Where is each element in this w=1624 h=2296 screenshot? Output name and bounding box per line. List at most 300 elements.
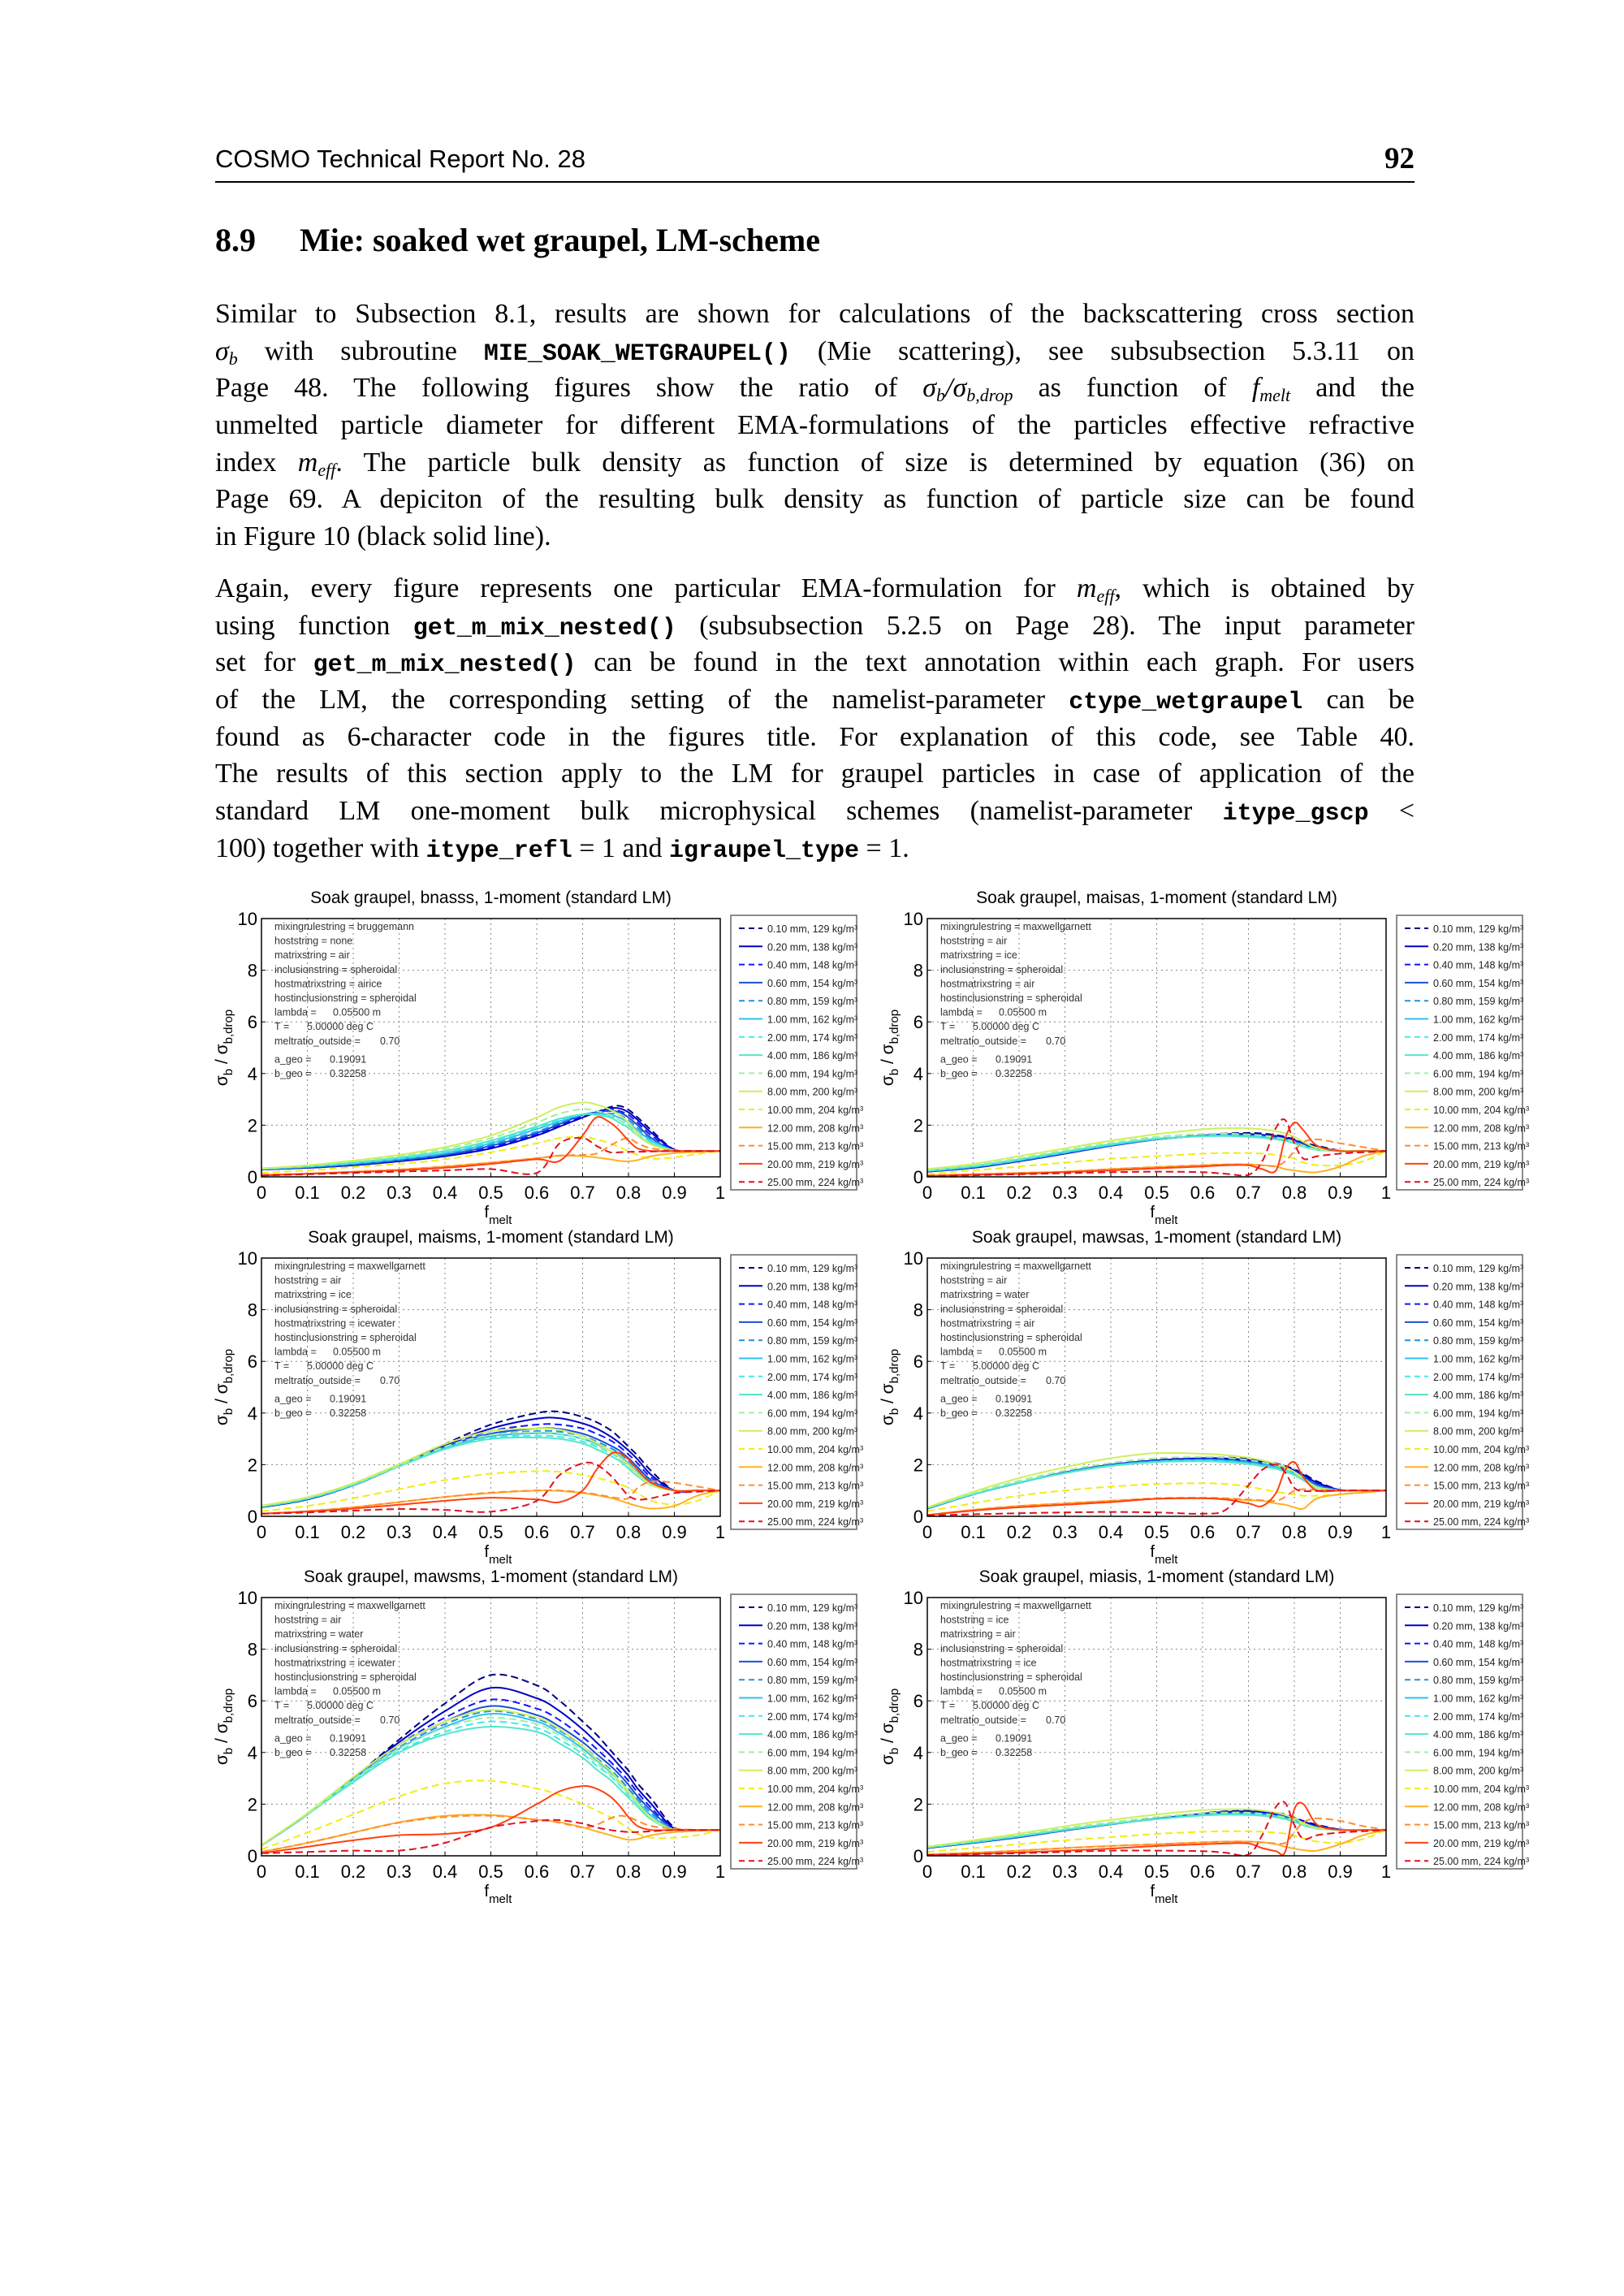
legend-label: 15.00 mm, 213 kg/m³ xyxy=(1433,1819,1530,1831)
legend-label: 2.00 mm, 174 kg/m³ xyxy=(1433,1031,1524,1044)
y-tick-label: 6 xyxy=(913,1351,923,1373)
x-tick-label: 0.9 xyxy=(662,1522,687,1542)
x-tick-label: 0 xyxy=(922,1183,933,1203)
section-number: 8.9 xyxy=(215,222,256,258)
text-run: index xyxy=(215,447,298,478)
annotation-param-label: T = xyxy=(940,1360,956,1373)
annotation-param-value: 0.19091 xyxy=(330,1053,367,1066)
x-tick-label: 0.7 xyxy=(570,1522,595,1542)
text-run: with subroutine xyxy=(237,335,484,366)
legend-label: 8.00 mm, 200 kg/m³ xyxy=(767,1425,858,1438)
annotation-line: mixingrulestring = maxwellgarnett xyxy=(274,1260,425,1272)
chart-svg xyxy=(213,1563,887,1912)
y-tick-label: 6 xyxy=(913,1012,923,1033)
x-tick-label: 0.3 xyxy=(387,1861,412,1882)
legend-label: 0.60 mm, 154 kg/m³ xyxy=(767,1656,858,1668)
legend-label: 8.00 mm, 200 kg/m³ xyxy=(1433,1425,1524,1438)
legend-label: 12.00 mm, 208 kg/m³ xyxy=(767,1462,864,1474)
annotation-param-label: lambda = xyxy=(274,1685,317,1697)
annotation-line: hoststring = ice xyxy=(940,1614,1009,1626)
legend-label: 25.00 mm, 224 kg/m³ xyxy=(1433,1856,1530,1868)
y-tick-label: 8 xyxy=(913,960,923,981)
y-tick-label: 8 xyxy=(247,960,257,981)
x-tick-label: 0.2 xyxy=(340,1861,366,1882)
legend-label: 15.00 mm, 213 kg/m³ xyxy=(767,1480,864,1492)
x-tick-label: 0 xyxy=(256,1183,267,1203)
annotation-param-label: a_geo = xyxy=(940,1393,978,1405)
annotation-param-label: a_geo = xyxy=(940,1053,978,1066)
x-tick-label: 0.8 xyxy=(615,1522,641,1542)
legend-label: 2.00 mm, 174 kg/m³ xyxy=(767,1031,858,1044)
legend-label: 0.10 mm, 129 kg/m³ xyxy=(767,923,858,935)
running-header-title: COSMO Technical Report No. 28 xyxy=(215,145,586,173)
y-axis-label-text: / σ xyxy=(879,1383,897,1408)
legend-label: 4.00 mm, 186 kg/m³ xyxy=(1433,1390,1524,1402)
legend-label: 2.00 mm, 174 kg/m³ xyxy=(1433,1371,1524,1383)
legend-label: 0.40 mm, 148 kg/m³ xyxy=(767,1299,858,1311)
x-tick-label: 0.7 xyxy=(570,1183,595,1203)
x-axis-label-subscript: melt xyxy=(489,1892,512,1906)
annotation-param-label: meltratio_outside = xyxy=(274,1714,361,1726)
annotation-line: hostinclusionstring = spheroidal xyxy=(274,992,417,1004)
text-line xyxy=(215,755,1415,793)
annotation-param-value: 0.70 xyxy=(1046,1374,1066,1386)
legend-label: 2.00 mm, 174 kg/m³ xyxy=(1433,1710,1524,1723)
x-tick-label: 0.5 xyxy=(478,1861,503,1882)
chart-svg xyxy=(879,1563,1553,1912)
legend-label: 0.20 mm, 138 kg/m³ xyxy=(767,1281,858,1293)
annotation-line: hoststring = air xyxy=(940,1274,1008,1286)
y-tick-label: 0 xyxy=(247,1846,257,1866)
code-identifier: MIE_SOAK_WETGRAUPEL() xyxy=(483,339,791,368)
math-symbol: $f_{melt}$ xyxy=(1251,373,1291,406)
annotation-param-value: 0.32258 xyxy=(330,1407,367,1419)
annotation-param-value: 0.05500 m xyxy=(999,1006,1047,1018)
annotation-line: matrixstring = air xyxy=(940,1628,1016,1641)
x-tick-label: 0.6 xyxy=(524,1861,550,1882)
header-rule xyxy=(215,181,1415,183)
text-run: can be xyxy=(1302,685,1415,716)
x-axis-label-subscript: melt xyxy=(1155,1213,1178,1227)
annotation-line: hostmatrixstring = air xyxy=(940,1317,1035,1330)
legend-label: 1.00 mm, 162 kg/m³ xyxy=(767,1353,858,1365)
y-tick-label: 0 xyxy=(913,1167,923,1187)
legend-label: 0.40 mm, 148 kg/m³ xyxy=(767,959,858,971)
x-tick-label: 0.5 xyxy=(1144,1861,1169,1882)
legend-label: 0.20 mm, 138 kg/m³ xyxy=(767,1620,858,1632)
annotation-param-value: 0.70 xyxy=(380,1374,400,1386)
annotation-line: hoststring = air xyxy=(274,1274,342,1286)
x-tick-label: 0.3 xyxy=(387,1522,412,1542)
legend-label: 6.00 mm, 194 kg/m³ xyxy=(1433,1747,1524,1759)
y-axis-label xyxy=(213,1349,235,1425)
legend-label: 4.00 mm, 186 kg/m³ xyxy=(767,1390,858,1402)
y-tick-label: 4 xyxy=(913,1063,923,1084)
chart-title: Soak graupel, bnasss, 1-moment (standard LM) xyxy=(310,889,672,907)
legend-label: 25.00 mm, 224 kg/m³ xyxy=(1433,1516,1530,1529)
y-tick-label: 0 xyxy=(913,1846,923,1866)
text-run: < xyxy=(1368,796,1415,827)
legend-label: 0.60 mm, 154 kg/m³ xyxy=(767,1317,858,1329)
annotation-param-value: 0.70 xyxy=(380,1035,400,1047)
x-tick-label: 1 xyxy=(715,1861,726,1882)
legend-label: 20.00 mm, 219 kg/m³ xyxy=(1433,1158,1530,1170)
annotation-param-value: 0.32258 xyxy=(330,1068,367,1079)
y-axis-label-text: / σ xyxy=(213,1044,231,1069)
legend-label: 0.10 mm, 129 kg/m³ xyxy=(1433,923,1524,935)
legend-label: 1.00 mm, 162 kg/m³ xyxy=(1433,1353,1524,1365)
x-tick-label: 0.6 xyxy=(1190,1861,1216,1882)
x-tick-label: 0.8 xyxy=(615,1183,641,1203)
x-axis-label-subscript: melt xyxy=(1155,1892,1178,1906)
x-tick-label: 0.8 xyxy=(1281,1522,1307,1542)
legend-label: 15.00 mm, 213 kg/m³ xyxy=(1433,1480,1530,1492)
text-run: . The particle bulk density as function of size is determined by equation (36) on xyxy=(335,447,1415,478)
annotation-param-value: 0.70 xyxy=(1046,1714,1066,1726)
legend-label: 25.00 mm, 224 kg/m³ xyxy=(767,1856,864,1868)
annotation-line: mixingrulestring = maxwellgarnett xyxy=(940,921,1091,932)
code-identifier: igraupel_type xyxy=(668,837,860,865)
x-tick-label: 0.4 xyxy=(432,1522,458,1542)
x-tick-label: 0.1 xyxy=(295,1861,320,1882)
y-axis-label-subscript: b,drop xyxy=(222,1688,235,1723)
text-run: using function xyxy=(215,610,413,641)
legend-label: 0.40 mm, 148 kg/m³ xyxy=(1433,1299,1524,1311)
y-tick-label: 2 xyxy=(247,1794,257,1815)
x-tick-label: 0.9 xyxy=(662,1183,687,1203)
text-run: Page 48. The following figures show the ratio of xyxy=(215,373,923,404)
y-axis-label-subscript: b,drop xyxy=(888,1688,901,1723)
y-tick-label: 6 xyxy=(913,1691,923,1712)
legend-label: 12.00 mm, 208 kg/m³ xyxy=(1433,1462,1530,1474)
text-line xyxy=(215,608,1415,645)
annotation-line: inclusionstring = spheroidal xyxy=(274,963,398,975)
text-run: set for xyxy=(215,647,313,678)
legend-label: 25.00 mm, 224 kg/m³ xyxy=(767,1177,864,1189)
x-tick-label: 0.4 xyxy=(1098,1861,1124,1882)
y-tick-label: 4 xyxy=(247,1742,257,1763)
text-line xyxy=(215,644,1415,681)
annotation-param-label: b_geo = xyxy=(274,1068,312,1079)
legend-label: 10.00 mm, 204 kg/m³ xyxy=(1433,1784,1530,1795)
y-axis-label xyxy=(879,1688,901,1765)
annotation-param-value: 0.19091 xyxy=(996,1393,1033,1405)
x-tick-label: 1 xyxy=(1380,1522,1392,1542)
text-run: found as 6-character code in the figures title. For explanation of this code, see Table 40. xyxy=(215,721,1415,752)
annotation-line: matrixstring = ice xyxy=(274,1289,352,1301)
annotation-line: hostinclusionstring = spheroidal xyxy=(940,992,1082,1004)
x-tick-label: 0.5 xyxy=(478,1183,503,1203)
annotation-param-value: 0.19091 xyxy=(996,1732,1033,1745)
y-axis-label-subscript: b,drop xyxy=(888,1348,901,1384)
annotation-line: hoststring = none xyxy=(274,935,353,947)
text-line xyxy=(215,830,1415,867)
y-axis-label-text: σ xyxy=(879,1415,897,1426)
chart-panel xyxy=(879,1563,1553,1912)
annotation-param-value: 5.00000 deg C xyxy=(973,1021,1040,1033)
y-tick-label: 10 xyxy=(237,1248,257,1269)
x-tick-label: 0.2 xyxy=(1006,1861,1032,1882)
annotation-line: mixingrulestring = maxwellgarnett xyxy=(274,1600,425,1611)
annotation-param-label: meltratio_outside = xyxy=(940,1714,1026,1726)
y-tick-label: 10 xyxy=(903,1588,923,1608)
annotation-param-label: b_geo = xyxy=(940,1747,978,1758)
annotation-line: hostmatrixstring = icewater xyxy=(274,1317,396,1330)
x-tick-label: 0.4 xyxy=(432,1183,458,1203)
y-axis-label-subscript: b xyxy=(222,1068,235,1076)
x-tick-label: 0.5 xyxy=(1144,1522,1169,1542)
chart-panel xyxy=(879,884,1553,1233)
x-tick-label: 0.7 xyxy=(1236,1183,1261,1203)
annotation-line: inclusionstring = spheroidal xyxy=(274,1303,398,1315)
legend-label: 4.00 mm, 186 kg/m³ xyxy=(767,1729,858,1741)
y-tick-label: 4 xyxy=(913,1403,923,1424)
legend-label: 10.00 mm, 204 kg/m³ xyxy=(1433,1105,1530,1116)
legend-label: 0.40 mm, 148 kg/m³ xyxy=(767,1638,858,1650)
x-tick-label: 1 xyxy=(715,1522,726,1542)
x-tick-label: 0.1 xyxy=(961,1522,986,1542)
chart-panel xyxy=(213,1563,887,1912)
text-line xyxy=(215,793,1415,830)
legend-label: 6.00 mm, 194 kg/m³ xyxy=(767,1407,858,1420)
x-tick-label: 0.6 xyxy=(524,1183,550,1203)
math-symbol: $m_{eff}$ xyxy=(1076,573,1115,606)
text-line xyxy=(215,296,1415,333)
y-axis-label-text: σ xyxy=(213,1415,231,1426)
annotation-param-label: b_geo = xyxy=(274,1407,312,1419)
x-tick-label: 0.3 xyxy=(387,1183,412,1203)
legend-label: 0.60 mm, 154 kg/m³ xyxy=(1433,1656,1524,1668)
legend-label: 20.00 mm, 219 kg/m³ xyxy=(767,1498,864,1510)
y-axis-label-text: σ xyxy=(213,1075,231,1087)
legend-label: 0.80 mm, 159 kg/m³ xyxy=(767,1675,858,1687)
legend-label: 4.00 mm, 186 kg/m³ xyxy=(767,1050,858,1062)
y-axis-label xyxy=(213,1010,235,1086)
legend-label: 0.10 mm, 129 kg/m³ xyxy=(1433,1263,1524,1274)
x-tick-label: 0.3 xyxy=(1052,1183,1078,1203)
x-tick-label: 0 xyxy=(922,1522,933,1542)
annotation-param-label: meltratio_outside = xyxy=(274,1374,361,1386)
annotation-param-label: T = xyxy=(940,1700,956,1712)
y-tick-label: 0 xyxy=(247,1167,257,1187)
x-tick-label: 0.6 xyxy=(1190,1522,1216,1542)
annotation-line: mixingrulestring = bruggemann xyxy=(274,921,414,932)
legend-label: 20.00 mm, 219 kg/m³ xyxy=(1433,1837,1530,1849)
legend-label: 2.00 mm, 174 kg/m³ xyxy=(767,1710,858,1723)
x-tick-label: 0.3 xyxy=(1052,1861,1078,1882)
text-run: (Mie scattering), see subsubsection 5.3.11 on xyxy=(790,335,1415,366)
y-axis-label-text: σ xyxy=(879,1754,897,1766)
x-tick-label: 0.7 xyxy=(570,1861,595,1882)
math-symbol: $\sigma_b$ xyxy=(215,335,238,369)
x-tick-label: 0.4 xyxy=(1098,1522,1124,1542)
x-tick-label: 0.1 xyxy=(961,1183,986,1203)
annotation-param-label: lambda = xyxy=(274,1006,317,1018)
legend-label: 0.20 mm, 138 kg/m³ xyxy=(1433,1620,1524,1632)
annotation-param-value: 0.32258 xyxy=(330,1747,367,1758)
x-axis-label-subscript: melt xyxy=(489,1553,512,1567)
legend-label: 1.00 mm, 162 kg/m³ xyxy=(1433,1014,1524,1026)
y-tick-label: 10 xyxy=(237,909,257,929)
legend-label: 6.00 mm, 194 kg/m³ xyxy=(767,1068,858,1080)
text-run: can be found in the text annotation within each graph. For users xyxy=(576,647,1415,678)
y-axis-label-subscript: b xyxy=(888,1068,901,1076)
chart-svg xyxy=(879,1223,1553,1572)
legend-label: 0.10 mm, 129 kg/m³ xyxy=(767,1602,858,1614)
x-tick-label: 0.1 xyxy=(961,1861,986,1882)
legend-label: 0.60 mm, 154 kg/m³ xyxy=(1433,1317,1524,1329)
legend-label: 20.00 mm, 219 kg/m³ xyxy=(767,1837,864,1849)
annotation-line: matrixstring = ice xyxy=(940,949,1017,962)
paragraph-intro xyxy=(215,296,1415,556)
y-tick-label: 4 xyxy=(247,1063,257,1084)
y-axis-label-text: σ xyxy=(879,1075,897,1087)
y-axis-label-subscript: b xyxy=(222,1407,235,1416)
x-axis-label: $f_{melt}$ xyxy=(484,1204,512,1227)
legend-label: 0.80 mm, 159 kg/m³ xyxy=(1433,1675,1524,1687)
annotation-line: matrixstring = air xyxy=(274,949,350,962)
y-axis-label xyxy=(213,1688,235,1765)
x-tick-label: 1 xyxy=(1380,1183,1392,1203)
chart-title: Soak graupel, mawsas, 1-moment (standard LM) xyxy=(971,1228,1342,1247)
text-run: and the xyxy=(1290,373,1415,404)
code-identifier: get_m_mix_nested() xyxy=(412,614,676,642)
legend-label: 15.00 mm, 213 kg/m³ xyxy=(767,1140,864,1152)
x-axis-label: $f_{melt}$ xyxy=(484,1543,512,1567)
legend-label: 0.40 mm, 148 kg/m³ xyxy=(1433,1638,1524,1650)
legend-label: 25.00 mm, 224 kg/m³ xyxy=(767,1516,864,1529)
annotation-param-label: b_geo = xyxy=(940,1407,978,1419)
y-tick-label: 4 xyxy=(913,1742,923,1763)
y-axis-label-subscript: b,drop xyxy=(222,1348,235,1384)
y-axis-label xyxy=(879,1349,901,1425)
legend-label: 12.00 mm, 208 kg/m³ xyxy=(1433,1801,1530,1814)
y-tick-label: 6 xyxy=(247,1691,257,1712)
legend-label: 0.80 mm, 159 kg/m³ xyxy=(767,1335,858,1347)
legend-label: 0.60 mm, 154 kg/m³ xyxy=(767,977,858,989)
legend-label: 4.00 mm, 186 kg/m³ xyxy=(1433,1729,1524,1741)
legend-label: 20.00 mm, 219 kg/m³ xyxy=(1433,1498,1530,1510)
chart-svg xyxy=(213,884,887,1233)
y-axis-label-text: σ xyxy=(213,1754,231,1766)
annotation-line: hostinclusionstring = spheroidal xyxy=(940,1332,1082,1343)
text-line xyxy=(215,444,1415,482)
annotation-param-value: 5.00000 deg C xyxy=(973,1360,1040,1373)
annotation-param-label: T = xyxy=(940,1021,956,1033)
y-tick-label: 0 xyxy=(247,1507,257,1527)
legend-label: 8.00 mm, 200 kg/m³ xyxy=(1433,1086,1524,1098)
code-identifier: get_m_mix_nested() xyxy=(313,651,577,680)
x-tick-label: 0.8 xyxy=(615,1861,641,1882)
y-tick-label: 2 xyxy=(247,1115,257,1136)
y-tick-label: 6 xyxy=(247,1351,257,1373)
annotation-param-label: a_geo = xyxy=(940,1732,978,1745)
annotation-param-label: b_geo = xyxy=(274,1747,312,1758)
x-tick-label: 0.1 xyxy=(295,1522,320,1542)
legend-label: 0.80 mm, 159 kg/m³ xyxy=(1433,1335,1524,1347)
y-axis-label-text: / σ xyxy=(879,1723,897,1748)
chart-title: Soak graupel, mawsms, 1-moment (standard LM) xyxy=(303,1567,679,1586)
text-line xyxy=(215,719,1415,756)
text-run: in Figure 10 (black solid line). xyxy=(215,521,551,552)
legend-label: 1.00 mm, 162 kg/m³ xyxy=(1433,1693,1524,1705)
annotation-line: matrixstring = water xyxy=(274,1628,364,1641)
y-tick-label: 8 xyxy=(247,1639,257,1660)
text-run: = 1. xyxy=(859,832,909,863)
text-run: (subsubsection 5.2.5 on Page 28). The input parameter xyxy=(676,610,1415,641)
text-run: of the LM, the corresponding setting of the namelist-parameter xyxy=(215,685,1069,716)
legend-label: 0.20 mm, 138 kg/m³ xyxy=(1433,941,1524,953)
section-title: Mie: soaked wet graupel, LM-scheme xyxy=(300,222,820,258)
legend-label: 0.60 mm, 154 kg/m³ xyxy=(1433,977,1524,989)
legend-label: 0.40 mm, 148 kg/m³ xyxy=(1433,959,1524,971)
y-axis-label-text: / σ xyxy=(213,1383,231,1408)
y-tick-label: 10 xyxy=(903,909,923,929)
math-symbol: $/\sigma_{b,drop}$ xyxy=(945,373,1013,406)
annotation-line: hostinclusionstring = spheroidal xyxy=(274,1671,417,1683)
legend-label: 0.80 mm, 159 kg/m³ xyxy=(1433,996,1524,1008)
x-tick-label: 0.8 xyxy=(1281,1183,1307,1203)
x-tick-label: 1 xyxy=(1380,1861,1392,1882)
x-tick-label: 0.4 xyxy=(1098,1183,1124,1203)
annotation-param-label: T = xyxy=(274,1360,290,1373)
annotation-line: inclusionstring = spheroidal xyxy=(940,1642,1064,1654)
annotation-param-label: T = xyxy=(274,1021,290,1033)
legend-label: 10.00 mm, 204 kg/m³ xyxy=(767,1105,864,1116)
x-tick-label: 0 xyxy=(256,1522,267,1542)
annotation-param-label: a_geo = xyxy=(274,1393,312,1405)
annotation-param-value: 0.70 xyxy=(1046,1035,1066,1047)
y-axis-label-subscript: b,drop xyxy=(222,1009,235,1044)
x-tick-label: 0.8 xyxy=(1281,1861,1307,1882)
annotation-param-value: 0.19091 xyxy=(996,1053,1033,1066)
y-tick-label: 6 xyxy=(247,1012,257,1033)
text-run: Again, every figure represents one particular EMA-formulation for xyxy=(215,573,1077,603)
text-line xyxy=(215,570,1415,608)
x-tick-label: 0.6 xyxy=(524,1522,550,1542)
annotation-param-label: lambda = xyxy=(940,1346,983,1358)
x-tick-label: 0.6 xyxy=(1190,1183,1216,1203)
annotation-line: inclusionstring = spheroidal xyxy=(940,1303,1064,1315)
chart-title: Soak graupel, miasis, 1-moment (standard LM) xyxy=(978,1567,1335,1586)
legend-label: 0.20 mm, 138 kg/m³ xyxy=(1433,1281,1524,1293)
annotation-param-label: a_geo = xyxy=(274,1053,312,1066)
paragraph-ema xyxy=(215,570,1415,867)
annotation-line: inclusionstring = spheroidal xyxy=(940,963,1064,975)
text-run: , which is obtained by xyxy=(1114,573,1415,603)
legend-label: 4.00 mm, 186 kg/m³ xyxy=(1433,1050,1524,1062)
x-axis-label: $f_{melt}$ xyxy=(1150,1543,1178,1567)
legend-label: 8.00 mm, 200 kg/m³ xyxy=(767,1765,858,1777)
legend-label: 6.00 mm, 194 kg/m³ xyxy=(1433,1068,1524,1080)
legend-label: 0.80 mm, 159 kg/m³ xyxy=(767,996,858,1008)
x-tick-label: 0.3 xyxy=(1052,1522,1078,1542)
annotation-param-label: meltratio_outside = xyxy=(940,1035,1026,1047)
legend-label: 0.20 mm, 138 kg/m³ xyxy=(767,941,858,953)
y-axis-label xyxy=(879,1010,901,1086)
text-run: 100) together with xyxy=(215,832,426,863)
annotation-param-value: 0.32258 xyxy=(996,1068,1033,1079)
y-tick-label: 4 xyxy=(247,1403,257,1424)
x-tick-label: 0.5 xyxy=(1144,1183,1169,1203)
chart-panel xyxy=(213,1223,887,1572)
y-tick-label: 10 xyxy=(903,1248,923,1269)
x-tick-label: 0.2 xyxy=(1006,1183,1032,1203)
x-axis-label-subscript: melt xyxy=(489,1213,512,1227)
annotation-param-label: b_geo = xyxy=(940,1068,978,1079)
annotation-param-value: 0.70 xyxy=(380,1714,400,1726)
x-axis-label: $f_{melt}$ xyxy=(1150,1204,1178,1227)
